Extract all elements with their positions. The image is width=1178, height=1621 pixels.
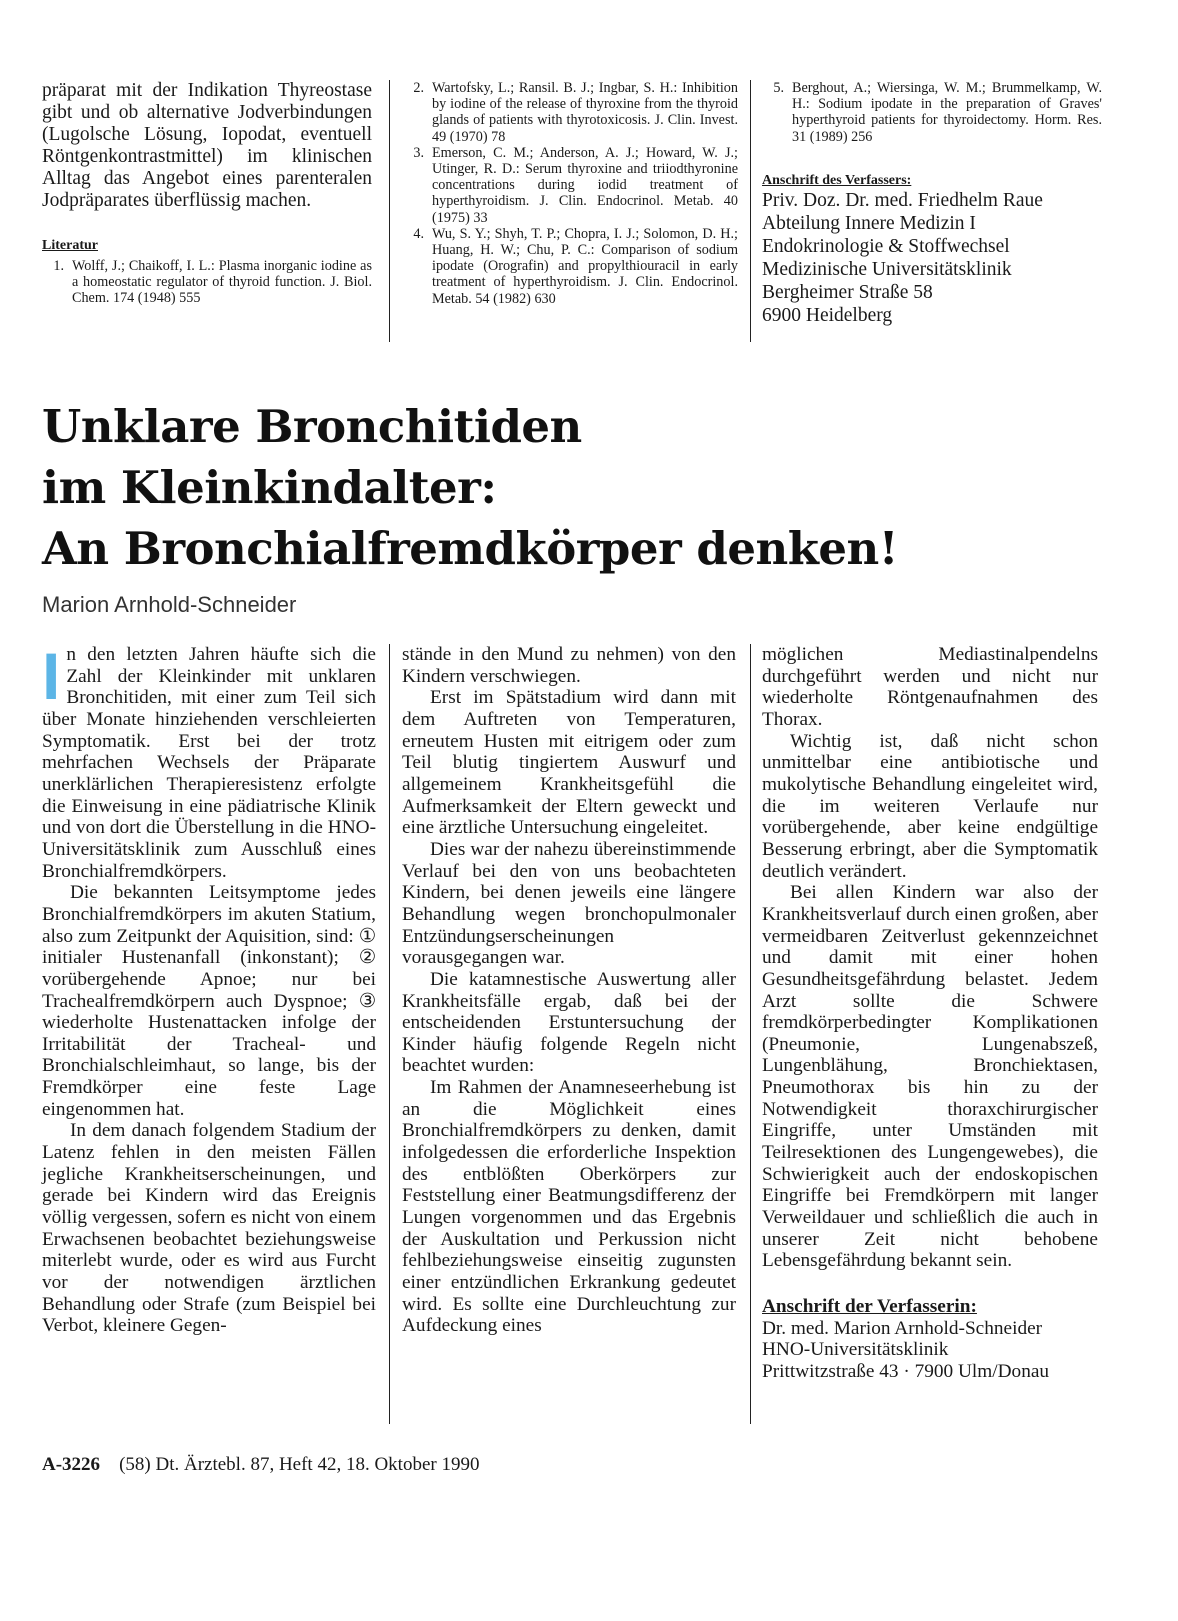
- column-divider: [750, 80, 751, 342]
- body-paragraph: stände in den Mund zu nehmen) von den Kindern verschwiegen.: [402, 644, 736, 687]
- body-paragraph: Bei allen Kindern war also der Krankheitsverlauf durch einen großen, aber vermeidbaren Zeitverlust gekennzeichnet und damit mit einer hohen Gesundheitsgefährdung belastet. Jedem Arzt sollte die Schwere fremdkörperbedingter Komplikationen (Pneumonie, Lungenabszeß, Lungenblähung, Bronchiektasen, Pneumothorax bis hin zu der Notwendigkeit thoraxchirurgischer Eingriffe, unter Umständen mit Teilresektionen des Lungengewebes), die Schwierigkeit auch der endoskopischen Eingriffe bei Fremdkörpern mit langer Verweildauer und schließlich die auch in unserer Zeit nicht behobene Lebensgefährdung bekannt sein.: [762, 882, 1098, 1272]
- column-divider: [389, 644, 390, 1424]
- page-code: A-3226: [42, 1454, 101, 1475]
- reference-item: [402, 80, 738, 145]
- reference-item: [402, 226, 738, 307]
- reference-text: Emerson, C. M.; Anderson, A. J.; Howard, W. J.; Utinger, R. D.: Serum thyroxine and triiodthyronine concentrations during iodid treatment of hyperthyroidism. J. Clin. Endocrinol. Metab. 40 (1975) 33: [432, 144, 738, 226]
- top-column-2: [402, 80, 738, 307]
- reference-item: [402, 145, 738, 226]
- address-line: Medizinische Universitätsklinik: [762, 258, 1012, 280]
- reference-number: 2.: [413, 80, 424, 96]
- reference-number: 1.: [53, 258, 64, 274]
- reference-text: Wolff, J.; Chaikoff, I. L.: Plasma inorganic iodine as a homeostatic regulator of thyroid function. J. Biol. Chem. 174 (1948) 555: [72, 258, 372, 307]
- reference-number: 4.: [413, 225, 424, 242]
- body-paragraph: Wichtig ist, daß nicht schon unmittelbar eine antibiotische und mukolytische Behandlung eingeleitet wird, die im weiteren Verlaufe nur vorübergehende, aber keine endgültige Besserung erbringt, aber die Symptomatik deutlich verändert.: [762, 730, 1098, 882]
- body-paragraph: Erst im Spätstadium wird dann mit dem Auftreten von Temperaturen, erneutem Husten mit eitrigem oder zum Teil blutig tingiertem Auswurf und allgemeinem Krankheitsgefühl die Aufmerksamkeit der Eltern geweckt und eine ärztliche Untersuchung eingeleitet.: [402, 687, 736, 839]
- body-paragraph: Die katamnestische Auswertung aller Krankheitsfälle ergab, daß bei der entscheidenden Erstuntersuchung der Kinder häufig folgende Regeln nicht beachtet wurden:: [402, 968, 736, 1077]
- address-line: Dr. med. Marion Arnhold-Schneider: [762, 1317, 1043, 1339]
- page-footer: [42, 1454, 479, 1476]
- address-line: 6900 Heidelberg: [762, 304, 893, 326]
- top-column-1: [42, 80, 372, 307]
- reference-text: Berghout, A.; Wiersinga, W. M.; Brummelkamp, W. H.: Sodium ipodate in the preparation of Graves' hyperthyroid patients for thyroidectomy. Horm. Res. 31 (1989) 256: [792, 80, 1102, 145]
- body-column-2: [402, 644, 736, 1337]
- address-heading: Anschrift des Verfassers:: [762, 172, 912, 188]
- body-paragraph: möglichen Mediastinalpendelns durchgeführt werden und nicht nur wiederholte Röntgenaufnahmen des Thorax.: [762, 644, 1098, 730]
- address-line: Priv. Doz. Dr. med. Friedhelm Raue: [762, 189, 1043, 211]
- body-paragraph: n den letzten Jahren häufte sich die Zahl der Kleinkinder mit unklaren Bronchitiden, mit einer zum Teil sich über Monate hinziehenden verschleierten Symptomatik. Erst bei der trotz mehrfachen Wechsels der Präparate unerklärlichen Therapieresistenz erfolgte die Einweisung in eine pädiatrische Klinik und von dort die Überstellung in die HNO-Universitätsklinik zum Ausschluß eines Bronchialfremdkörpers.: [42, 644, 376, 882]
- author-address: [762, 189, 1102, 327]
- address-line: Endokrinologie & Stoffwechsel: [762, 235, 1010, 257]
- top-column-3: [762, 80, 1102, 327]
- reference-text: Wartofsky, L.; Ransil. B. J.; Ingbar, S. H.: Inhibition by iodine of the release of thyroxine from the thyroid glands of patients with thyrotoxicosis. J. Clin. Invest. 49 (1970) 78: [432, 80, 738, 145]
- title-line: im Kleinkindalter:: [42, 461, 497, 514]
- title-line: An Bronchialfremdkörper denken!: [42, 522, 898, 575]
- drop-cap: I: [42, 639, 61, 713]
- reference-item: [762, 80, 1102, 145]
- address-heading: Anschrift der Verfasserin:: [762, 1296, 977, 1318]
- column-divider: [389, 80, 390, 342]
- article-title: [42, 396, 898, 579]
- title-line: Unklare Bronchitiden: [42, 400, 582, 453]
- body-paragraph: In dem danach folgendem Stadium der Latenz fehlen in den meisten Fällen jegliche Krankheitserscheinungen, und gerade bei Kindern wird das Ereignis völlig vergessen, sofern es nicht von einem Erwachsenen beobachtet beziehungsweise miterlebt wurde, oder es wird aus Furcht vor der notwendigen ärztlichen Behandlung oder Strafe (zum Beispiel bei Verbot, kleinere Gegen-: [42, 1120, 376, 1337]
- body-paragraph: Dies war der nahezu übereinstimmende Verlauf bei den von uns beobachteten Kindern, bei denen jeweils eine längere Behandlung wegen bronchopulmonaler Entzündungserscheinungen vorausgegangen war.: [402, 838, 736, 969]
- address-line: Prittwitzstraße 43 · 7900 Ulm/Donau: [762, 1361, 1050, 1382]
- reference-item: [42, 258, 372, 307]
- column-divider: [750, 644, 751, 1424]
- address-line: Bergheimer Straße 58: [762, 281, 933, 303]
- article-author: Marion Arnhold-Schneider: [42, 592, 297, 617]
- reference-text: Wu, S. Y.; Shyh, T. P.; Chopra, I. J.; Solomon, D. H.; Huang, H. W.; Chu, P. C.: Comparison of sodium ipodate (Orografin) and propylthiouracil in early treatment of hyperthyroidism. J. Clin. Endocrinol. Metab. 54 (1982) 630: [432, 225, 738, 307]
- literature-heading: Literatur: [42, 238, 98, 253]
- reference-number: 5.: [773, 80, 784, 96]
- address-line: HNO-Universitätsklinik: [762, 1339, 949, 1361]
- address-line: Abteilung Innere Medizin I: [762, 212, 976, 234]
- body-column-3: [762, 644, 1098, 1383]
- body-paragraph: Die bekannten Leitsymptome jedes Bronchialfremdkörpers im akuten Statium, also zum Zeitpunkt der Aquisition, sind: ① initialer Hustenanfall (inkonstant); ② vorübergehende Apnoe; nur bei Trachealfremdkörpern auch Dyspnoe; ③ wiederholte Hustenattacken infolge der Irritabilität der Tracheal- und Bronchialschleimhaut, so lange, bis der Fremdkörper eine feste Lage eingenommen hat.: [42, 882, 376, 1120]
- citation: (58) Dt. Ärztebl. 87, Heft 42, 18. Oktober 1990: [119, 1454, 480, 1475]
- closing-paragraph: präparat mit der Indikation Thyreostase gibt und ob alternative Jodverbindungen (Lugolsche Lösung, Iopodat, eventuell Röntgenkontrastmittel) im klinischen Alltag das Angebot eines parenteralen Jodpräparates überflüssig machen.: [42, 80, 372, 211]
- author-address: [762, 1318, 1098, 1383]
- body-column-1: [42, 639, 376, 1337]
- body-paragraph: Im Rahmen der Anamneseerhebung ist an die Möglichkeit eines Bronchialfremdkörpers zu denken, damit infolgedessen die erforderliche Inspektion des entblößten Oberkörpers zur Feststellung einer Beatmungsdifferenz der Lungen vorgenommen und das Ergebnis der Auskultation und Perkussion nicht fehlbeziehungsweise einseitig zugunsten einer entzündlichen Erkrankung gedeutet wird. Es sollte eine Durchleuchtung zur Aufdeckung eines: [402, 1077, 736, 1337]
- reference-number: 3.: [413, 144, 424, 161]
